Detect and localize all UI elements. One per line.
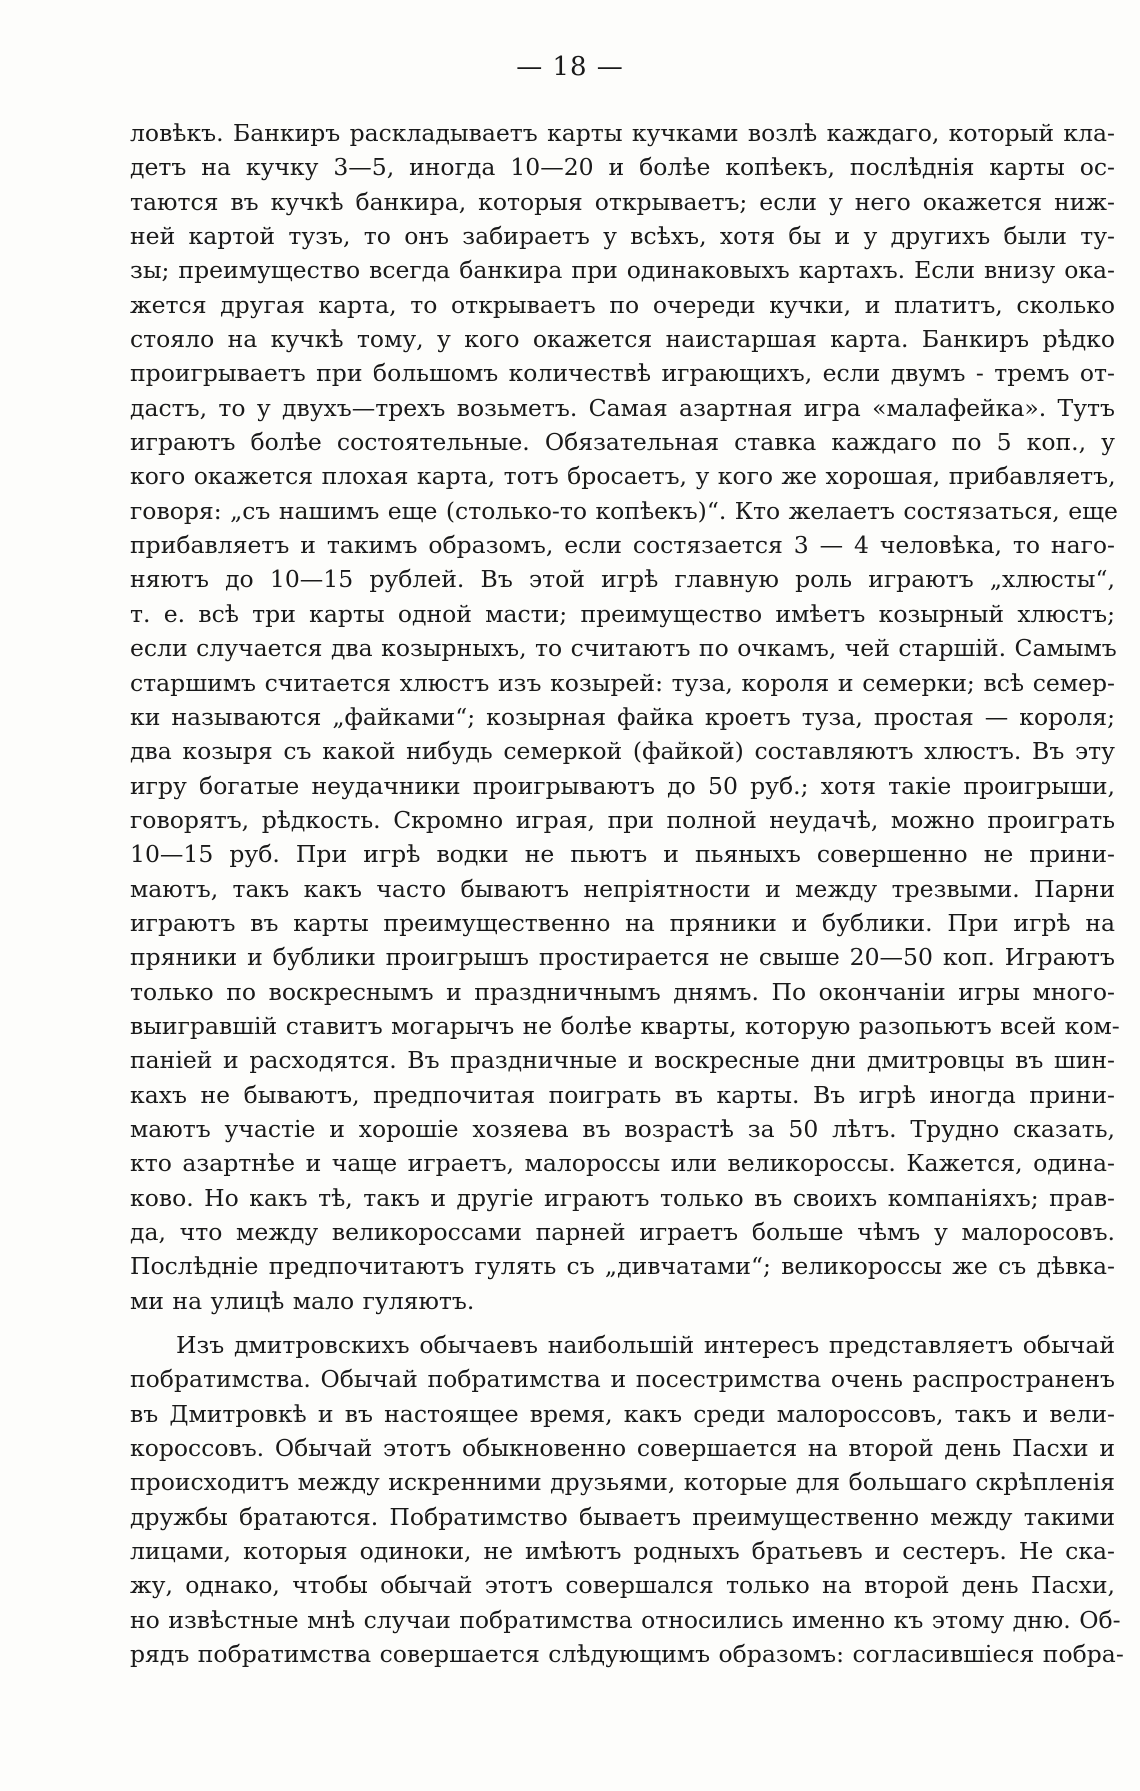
text-line: происходитъ между искренними друзьями, которые для большаго скрѣпленія xyxy=(130,1468,1115,1497)
text-line: Послѣдніе предпочитаютъ гулять съ „дивчатами“; великороссы же съ дѣвка- xyxy=(130,1252,1115,1281)
text-line: стояло на кучкѣ тому, у кого окажется наистаршая карта. Банкиръ рѣдко xyxy=(130,325,1115,354)
text-line: жу, однако, чтобы обычай этотъ совершался только на второй день Пасхи, xyxy=(130,1571,1115,1600)
text-line: говорятъ, рѣдкость. Скромно играя, при полной неудачѣ, можно проиграть xyxy=(130,805,1115,834)
text-line: старшимъ считается хлюстъ изъ козырей: туза, короля и семерки; всѣ семер- xyxy=(130,668,1115,697)
text-line: говоря: „съ нашимъ еще (столько-то копѣекъ)“. Кто желаетъ состязаться, еще xyxy=(130,496,1118,525)
text-line: зы; преимущество всегда банкира при одинаковыхъ картахъ. Если внизу ока- xyxy=(130,256,1115,285)
text-line: но извѣстные мнѣ случаи побратимства относились именно къ этому дню. Об- xyxy=(130,1605,1121,1634)
text-line: въ Дмитровкѣ и въ настоящее время, какъ среди малороссовъ, такъ и вели- xyxy=(130,1399,1115,1428)
text-line: играютъ въ карты преимущественно на пряники и бублики. При игрѣ на xyxy=(130,908,1115,937)
text-line: игру богатые неудачники проигрываютъ до 50 руб.; хотя такіе проигрыши, xyxy=(130,771,1115,800)
text-line: побратимства. Обычай побратимства и посестримства очень распространенъ xyxy=(130,1365,1115,1394)
text-line: только по воскреснымъ и праздничнымъ днямъ. По окончаніи игры много- xyxy=(130,977,1115,1006)
text-line: прибавляетъ и такимъ образомъ, если состязается 3 — 4 человѣка, то наго- xyxy=(130,531,1115,560)
text-line: кахъ не бываютъ, предпочитая поиграть въ карты. Въ игрѣ иногда прини- xyxy=(130,1080,1115,1109)
paragraph-gap xyxy=(130,1318,1115,1328)
text-line: лицами, которыя одиноки, не имѣютъ родныхъ братьевъ и сестеръ. Не ска- xyxy=(130,1537,1115,1566)
text-line: ки называются „файками“; козырная файка кроетъ туза, простая — короля; xyxy=(130,702,1115,731)
text-line: маютъ участіе и хорошіе хозяева въ возрастѣ за 50 лѣтъ. Трудно сказать, xyxy=(130,1114,1115,1143)
text-line: ми на улицѣ мало гуляютъ. xyxy=(130,1286,475,1315)
text-line: паніей и расходятся. Въ праздничные и воскресные дни дмитровцы въ шин- xyxy=(130,1046,1115,1075)
page-number: — 18 — xyxy=(516,52,624,82)
text-line: жется другая карта, то открываетъ по очереди кучки, и платитъ, сколько xyxy=(130,290,1115,319)
text-line: детъ на кучку 3—5, иногда 10—20 и болѣе копѣекъ, послѣднія карты ос- xyxy=(130,153,1115,182)
text-line: если случается два козырныхъ, то считаютъ по очкамъ, чей старшій. Самымъ xyxy=(130,634,1117,663)
text-body xyxy=(130,116,1124,1671)
text-line: дружбы братаются. Побратимство бываетъ преимущественно между такими xyxy=(130,1502,1115,1531)
text-line: рядъ побратимства совершается слѣдующимъ образомъ: согласившіеся побра- xyxy=(130,1640,1124,1669)
text-line: ловѣкъ. Банкиръ раскладываетъ карты кучками возлѣ каждаго, который кла- xyxy=(130,119,1115,147)
text-line: да, что между великороссами парней играетъ больше чѣмъ у малоросовъ. xyxy=(130,1218,1115,1246)
text-line: короссовъ. Обычай этотъ обыкновенно совершается на второй день Пасхи и xyxy=(130,1434,1115,1463)
text-line: выигравшій ставитъ могарычъ не болѣе кварты, которую разопьютъ всей ком- xyxy=(130,1011,1120,1040)
text-line: пряники и бублики проигрышъ простирается не свыше 20—50 коп. Играютъ xyxy=(130,943,1115,972)
text-line: няютъ до 10—15 рублей. Въ этой игрѣ главную роль играютъ „хлюсты“, xyxy=(130,565,1115,594)
text-line: дастъ, то у двухъ—трехъ возьметъ. Самая азартная игра «малафейка». Тутъ xyxy=(130,393,1115,422)
paragraph-card-games xyxy=(130,116,1120,1318)
text-line: Изъ дмитровскихъ обычаевъ наибольшій интересъ представляетъ обычай xyxy=(176,1331,1115,1360)
text-line: ней картой тузъ, то онъ забираетъ у всѣхъ, хотя бы и у другихъ были ту- xyxy=(130,222,1115,251)
text-line: 10—15 руб. При игрѣ водки не пьютъ и пьяныхъ совершенно не прини- xyxy=(130,840,1115,869)
text-line: таются въ кучкѣ банкира, которыя открываетъ; если у него окажется ниж- xyxy=(130,187,1115,216)
text-line: маютъ, такъ какъ часто бываютъ непріятности и между трезвыми. Парни xyxy=(130,874,1115,903)
paragraph-fraternity-custom xyxy=(130,1328,1124,1671)
text-line: кого окажется плохая карта, тотъ бросаетъ, у кого же хорошая, прибавляетъ, xyxy=(130,462,1116,491)
text-line: кто азартнѣе и чаще играетъ, малороссы или великороссы. Кажется, одина- xyxy=(130,1149,1115,1178)
text-line: играютъ болѣе состоятельные. Обязательная ставка каждаго по 5 коп., у xyxy=(130,428,1115,457)
text-line: т. е. всѣ три карты одной масти; преимущество имѣетъ козырный хлюстъ; xyxy=(130,599,1115,628)
text-line: два козыря съ какой нибудь семеркой (файкой) составляютъ хлюстъ. Въ эту xyxy=(130,737,1115,766)
text-line: ково. Но какъ тѣ, такъ и другіе играютъ только въ своихъ компаніяхъ; прав- xyxy=(130,1183,1115,1212)
text-line: проигрываетъ при большомъ количествѣ играющихъ, если двумъ - тремъ от- xyxy=(130,359,1115,388)
